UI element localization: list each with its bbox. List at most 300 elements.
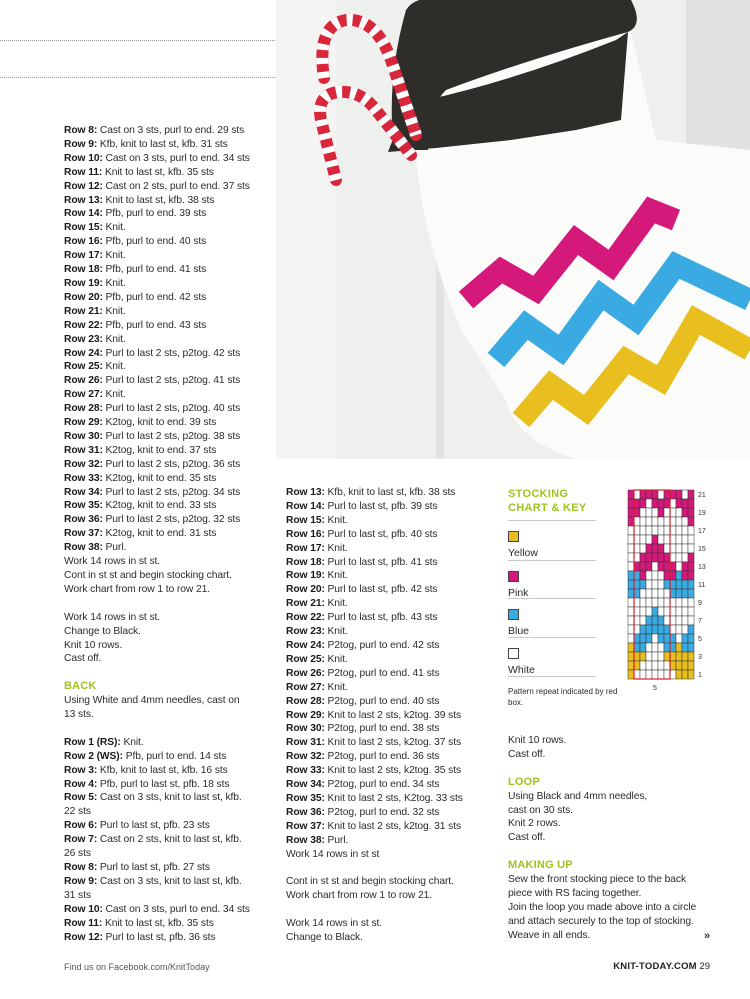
chart-cell — [688, 661, 694, 670]
footer-site[interactable]: KNIT-TODAY.COM — [613, 961, 697, 972]
instruction-line — [286, 931, 496, 945]
instruction-line — [508, 887, 728, 901]
chart-cell — [676, 535, 682, 544]
instruction-line — [286, 709, 496, 723]
chart-cell — [634, 670, 640, 679]
row-text: Knit. — [102, 361, 126, 373]
instruction-line — [286, 597, 496, 611]
chart-cell — [646, 670, 652, 679]
chart-cell — [664, 499, 670, 508]
row-text: 26 sts — [64, 848, 91, 860]
chart-cell — [646, 607, 652, 616]
chart-cell — [658, 517, 664, 526]
row-text: Knit. — [324, 514, 348, 526]
row-label: Row 12: — [64, 180, 103, 192]
pattern-repeat-note: Pattern repeat indicated by red box. — [508, 687, 618, 707]
chart-cell — [646, 652, 652, 661]
instruction-line — [508, 817, 728, 831]
row-text: Knit 2 rows. — [508, 818, 561, 830]
instruction-line — [286, 820, 496, 834]
chart-cell — [658, 661, 664, 670]
key-bottom-rule — [508, 676, 596, 677]
chart-cell — [658, 544, 664, 553]
row-text: K2tog, knit to end. 33 sts — [102, 500, 217, 512]
chart-cell — [646, 508, 652, 517]
instruction-line — [64, 347, 276, 361]
instruction-line — [64, 221, 276, 235]
chart-cell — [658, 634, 664, 643]
instruction-line — [64, 750, 276, 764]
instructions-column-3 — [508, 734, 728, 943]
chart-cell — [652, 571, 658, 580]
chart-cell — [664, 490, 670, 499]
chart-cell — [652, 589, 658, 598]
stocking-photo — [276, 0, 750, 459]
chart-cell — [634, 643, 640, 652]
chart-cell — [634, 535, 640, 544]
chart-row-label: 13 — [698, 564, 706, 571]
instruction-line — [64, 875, 276, 889]
row-text: Knit. — [324, 626, 348, 638]
chart-row-label: 9 — [698, 600, 702, 607]
row-label: Row 11: — [64, 166, 103, 178]
instruction-line — [508, 929, 728, 943]
instruction-line — [286, 889, 496, 903]
row-text: Knit 10 rows. — [64, 639, 123, 651]
row-label: Row 19: — [64, 277, 103, 289]
chart-cell — [676, 508, 682, 517]
row-text: Kfb, knit to last st, kfb. 38 sts — [324, 487, 456, 498]
row-text: Cast on 3 sts, purl to end. 34 sts — [102, 152, 250, 164]
chart-row-label: 15 — [698, 546, 706, 553]
row-text: Knit to last 2 sts, K2tog. 33 sts — [324, 792, 463, 804]
instruction-line — [64, 736, 276, 750]
chart-cell — [664, 589, 670, 598]
instruction-line — [64, 263, 276, 277]
row-label: Row 13: — [286, 487, 325, 498]
row-text: Knit 10 rows. — [508, 735, 567, 746]
instruction-line — [508, 831, 728, 845]
instruction-line — [286, 500, 496, 514]
row-text: Knit to last st, kfb. 35 sts — [102, 917, 214, 929]
chart-cell — [676, 652, 682, 661]
row-label: Row 23: — [64, 333, 103, 345]
row-label: Row 9: — [64, 875, 98, 887]
chart-cell — [688, 580, 694, 589]
instruction-line — [64, 333, 276, 347]
row-label: Row 15: — [64, 222, 103, 234]
row-text: Knit. — [102, 333, 126, 345]
chart-cell — [634, 490, 640, 499]
chart-cell — [652, 526, 658, 535]
chart-cell — [670, 661, 676, 670]
chart-cell — [628, 616, 634, 625]
instruction-line — [64, 555, 276, 569]
chart-cell — [664, 580, 670, 589]
row-text: Cont in st st and begin stocking chart. — [286, 876, 454, 888]
chart-cell — [634, 508, 640, 517]
instruction-line — [286, 778, 496, 792]
chart-cell — [652, 634, 658, 643]
chart-cell — [640, 499, 646, 508]
instruction-line — [64, 277, 276, 291]
instruction-line — [508, 748, 728, 762]
chart-cell — [688, 535, 694, 544]
chart-cell — [634, 589, 640, 598]
chart-cell — [652, 643, 658, 652]
chart-cell — [634, 598, 640, 607]
row-label: Row 12: — [64, 931, 103, 943]
chart-cell — [640, 562, 646, 571]
spacer — [64, 597, 276, 611]
instruction-line — [64, 166, 276, 180]
row-label: Row 14: — [286, 500, 325, 512]
row-label: Row 37: — [64, 528, 103, 540]
chart-cell — [664, 598, 670, 607]
chart-cell — [640, 643, 646, 652]
chart-cell — [628, 670, 634, 679]
row-label: Row 26: — [286, 667, 325, 679]
instruction-line — [286, 639, 496, 653]
chart-cell — [676, 571, 682, 580]
instruction-line — [64, 778, 276, 792]
spacer — [64, 666, 276, 680]
row-label: Row 17: — [64, 250, 103, 262]
chart-cell — [652, 535, 658, 544]
instruction-line — [286, 764, 496, 778]
row-text: K2tog, knit to end. 37 sts — [102, 444, 217, 456]
chart-cell — [670, 607, 676, 616]
row-text: P2tog, purl to end. 36 sts — [324, 751, 440, 763]
chart-cell — [682, 499, 688, 508]
chart-cell — [634, 625, 640, 634]
chart-cell — [664, 634, 670, 643]
chart-cell — [670, 571, 676, 580]
footer-facebook[interactable]: Find us on Facebook.com/KnitToday — [64, 962, 210, 972]
row-label: Row 30: — [286, 723, 325, 735]
row-label: Row 14: — [64, 208, 103, 220]
chart-cell — [628, 499, 634, 508]
row-text: Knit. — [324, 681, 348, 693]
instruction-line — [508, 901, 728, 915]
chart-cell — [664, 616, 670, 625]
row-label: Row 35: — [286, 792, 325, 804]
chart-cell — [676, 607, 682, 616]
chart-cell — [682, 526, 688, 535]
chart-cell — [646, 490, 652, 499]
row-text: Knit. — [324, 653, 348, 665]
instruction-line — [286, 625, 496, 639]
row-label: Row 5: — [64, 792, 98, 804]
chart-cell — [640, 544, 646, 553]
chart-cell — [688, 562, 694, 571]
instruction-line — [64, 207, 276, 221]
instruction-line — [64, 472, 276, 486]
row-text: Cast off. — [508, 832, 546, 844]
row-text: P2tog, purl to end. 32 sts — [324, 806, 440, 818]
instruction-line — [64, 152, 276, 166]
row-label: Row 20: — [64, 291, 103, 303]
key-label: Pink — [508, 587, 529, 599]
chart-cell — [682, 508, 688, 517]
row-text: Work chart from row 1 to row 21. — [286, 890, 432, 902]
key-label: White — [508, 664, 535, 676]
instruction-line — [286, 681, 496, 695]
section-heading: BACK — [64, 680, 97, 693]
chart-cell — [634, 562, 640, 571]
row-text: P2tog, purl to end. 42 sts — [324, 639, 440, 651]
chart-cell — [670, 490, 676, 499]
chart-cell — [682, 553, 688, 562]
row-label: Row 27: — [64, 389, 103, 401]
instruction-line — [64, 625, 276, 639]
chart-cell — [640, 490, 646, 499]
chart-cell — [676, 625, 682, 634]
row-label: Row 19: — [286, 570, 325, 582]
chart-cell — [640, 625, 646, 634]
row-label: Row 18: — [286, 556, 325, 568]
row-label: Row 33: — [286, 765, 325, 777]
chart-row-label: 21 — [698, 492, 706, 499]
row-text: Knit. — [102, 277, 126, 289]
chart-cell — [628, 490, 634, 499]
instruction-line — [64, 305, 276, 319]
instruction-line — [286, 569, 496, 583]
row-text: Purl to last 2 sts, p2tog. 36 sts — [102, 458, 241, 470]
chart-cell — [628, 607, 634, 616]
chart-cell — [658, 535, 664, 544]
row-label: Row 4: — [64, 778, 98, 790]
chart-cell — [634, 607, 640, 616]
row-text: Purl to last 2 sts, p2tog. 34 sts — [102, 486, 241, 498]
chart-cell — [658, 553, 664, 562]
instruction-line — [286, 917, 496, 931]
instruction-line — [64, 319, 276, 333]
row-text: Work chart from row 1 to row 21. — [64, 583, 210, 595]
chart-cell — [646, 517, 652, 526]
instruction-line — [508, 804, 728, 818]
instruction-line — [64, 416, 276, 430]
row-label: Row 37: — [286, 820, 325, 832]
row-text: Purl to last st, pfb. 42 sts — [324, 584, 438, 596]
row-text: Purl to last st, pfb. 43 sts — [324, 612, 438, 624]
chart-cell — [652, 652, 658, 661]
row-label: Row 29: — [64, 417, 103, 429]
row-label: Row 8: — [64, 861, 98, 873]
chart-cell — [652, 553, 658, 562]
chart-cell — [640, 634, 646, 643]
row-text: P2tog, purl to end. 34 sts — [324, 779, 440, 791]
chart-cell — [640, 616, 646, 625]
chart-cell — [664, 652, 670, 661]
row-text: Knit to last 2 sts, k2tog. 39 sts — [324, 709, 462, 721]
chart-cell — [670, 589, 676, 598]
chart-cell — [640, 526, 646, 535]
row-text: Work 14 rows in st st. — [64, 611, 161, 623]
chart-cell — [628, 580, 634, 589]
chart-cell — [646, 535, 652, 544]
row-label: Row 22: — [286, 612, 325, 624]
instruction-line — [286, 611, 496, 625]
row-text: Using White and 4mm needles, cast on — [64, 695, 240, 707]
chart-cell — [646, 643, 652, 652]
row-text: Pfb, purl to end. 42 sts — [102, 291, 207, 303]
chart-cell — [676, 589, 682, 598]
row-text: Knit. — [324, 542, 348, 554]
key-item-white — [508, 637, 596, 676]
chart-cell — [670, 544, 676, 553]
chart-cell — [652, 580, 658, 589]
chart-cell — [682, 652, 688, 661]
row-label: Row 16: — [64, 236, 103, 248]
instruction-line — [286, 695, 496, 709]
row-text: P2tog, purl to end. 41 sts — [324, 667, 440, 679]
row-text: Purl to last 2 sts, p2tog. 42 sts — [102, 347, 241, 359]
instruction-line — [64, 458, 276, 472]
instruction-line — [64, 583, 276, 597]
instruction-line — [64, 652, 276, 666]
chart-cell — [646, 562, 652, 571]
instruction-line — [64, 833, 276, 847]
row-text: piece with RS facing together. — [508, 887, 642, 899]
chart-cell — [688, 607, 694, 616]
row-text: Pfb, purl to end. 40 sts — [102, 236, 207, 248]
chart-cell — [634, 580, 640, 589]
row-label: Row 36: — [64, 514, 103, 526]
chart-cell — [688, 553, 694, 562]
chart-cell — [640, 661, 646, 670]
instruction-line — [286, 792, 496, 806]
chart-cell — [676, 661, 682, 670]
instruction-line — [286, 528, 496, 542]
row-label: Row 38: — [286, 834, 325, 846]
chart-cell — [658, 562, 664, 571]
row-text: Purl to last 2 sts, p2tog. 32 sts — [102, 514, 241, 526]
chart-cell — [682, 571, 688, 580]
chart-cell — [634, 616, 640, 625]
chart-cell — [682, 598, 688, 607]
row-text: 31 sts — [64, 889, 91, 901]
chart-cell — [628, 508, 634, 517]
chart-cell — [658, 616, 664, 625]
row-text: K2tog, knit to end. 31 sts — [102, 528, 217, 540]
key-item-blue — [508, 598, 596, 637]
chart-cell — [664, 553, 670, 562]
chart-cell — [652, 625, 658, 634]
instruction-line — [64, 486, 276, 500]
row-text: Knit to last st, kfb. 38 sts — [102, 194, 215, 206]
chart-cell — [664, 643, 670, 652]
chart-cell — [646, 526, 652, 535]
stocking-chart — [618, 488, 710, 698]
row-label: Row 23: — [286, 626, 325, 638]
instruction-line — [286, 486, 496, 500]
chart-cell — [682, 661, 688, 670]
chart-cell — [658, 571, 664, 580]
row-text: Knit to last 2 sts, k2tog. 31 sts — [324, 820, 462, 832]
row-label: Row 6: — [64, 820, 98, 832]
row-label: Row 25: — [64, 361, 103, 373]
chart-cell — [640, 517, 646, 526]
spacer — [286, 903, 496, 917]
instruction-line — [64, 138, 276, 152]
instruction-line — [286, 583, 496, 597]
row-label: Row 28: — [286, 695, 325, 707]
instruction-line — [286, 722, 496, 736]
instruction-line — [64, 388, 276, 402]
chart-cell — [670, 562, 676, 571]
chart-cell — [664, 607, 670, 616]
row-text: Join the loop you made above into a circle — [508, 901, 697, 913]
chart-cell — [682, 517, 688, 526]
chart-row-label: 5 — [698, 636, 702, 643]
row-text: Pfb, purl to end. 14 sts — [122, 750, 227, 762]
row-text: P2tog, purl to end. 38 sts — [324, 723, 440, 735]
chart-cell — [652, 508, 658, 517]
row-text: Purl to last 2 sts, p2tog. 40 sts — [102, 403, 241, 415]
instruction-line — [286, 514, 496, 528]
chart-cell — [676, 517, 682, 526]
chart-cell — [682, 544, 688, 553]
row-text: Change to Black. — [64, 625, 141, 637]
chart-cell — [688, 544, 694, 553]
chart-cell — [628, 553, 634, 562]
instruction-line — [286, 848, 496, 862]
instruction-line — [64, 764, 276, 778]
footer-site-page — [613, 961, 710, 972]
chart-cell — [682, 670, 688, 679]
chart-cell — [646, 499, 652, 508]
chart-cell — [688, 526, 694, 535]
row-label: Row 18: — [64, 264, 103, 276]
chart-cell — [670, 625, 676, 634]
chart-cell — [640, 652, 646, 661]
chart-cell — [658, 652, 664, 661]
row-label: Row 28: — [64, 403, 103, 415]
chart-cell — [682, 535, 688, 544]
chart-cell — [676, 526, 682, 535]
instruction-line — [64, 180, 276, 194]
row-label: Row 17: — [286, 542, 325, 554]
row-text: Cast on 2 sts, knit to last st, kfb. — [97, 834, 242, 846]
section-heading: MAKING UP — [508, 859, 573, 872]
row-text: Cast on 3 sts, purl to end. 34 sts — [102, 903, 250, 915]
row-label: Row 21: — [286, 598, 325, 610]
chart-cell — [646, 589, 652, 598]
row-text: Purl to last st, pfb. 27 sts — [97, 861, 210, 873]
chart-cell — [652, 562, 658, 571]
row-text: Purl to last st, pfb. 36 sts — [102, 931, 216, 943]
chart-cell — [676, 544, 682, 553]
chart-row-label: 11 — [698, 582, 706, 589]
instruction-line — [64, 124, 276, 138]
chart-cell — [646, 598, 652, 607]
chart-cell — [670, 670, 676, 679]
row-text: Cast on 3 sts, purl to end. 29 sts — [97, 125, 245, 136]
row-label: Row 26: — [64, 375, 103, 387]
chart-cell — [646, 616, 652, 625]
chart-cell — [682, 580, 688, 589]
row-text: Knit. — [102, 389, 126, 401]
chart-cell — [670, 517, 676, 526]
row-label: Row 36: — [286, 806, 325, 818]
chart-cell — [688, 517, 694, 526]
continue-arrow: » — [704, 930, 711, 942]
chart-cell — [634, 652, 640, 661]
instruction-line — [286, 806, 496, 820]
chart-cell — [652, 598, 658, 607]
row-text: cast on 30 sts. — [508, 804, 573, 816]
